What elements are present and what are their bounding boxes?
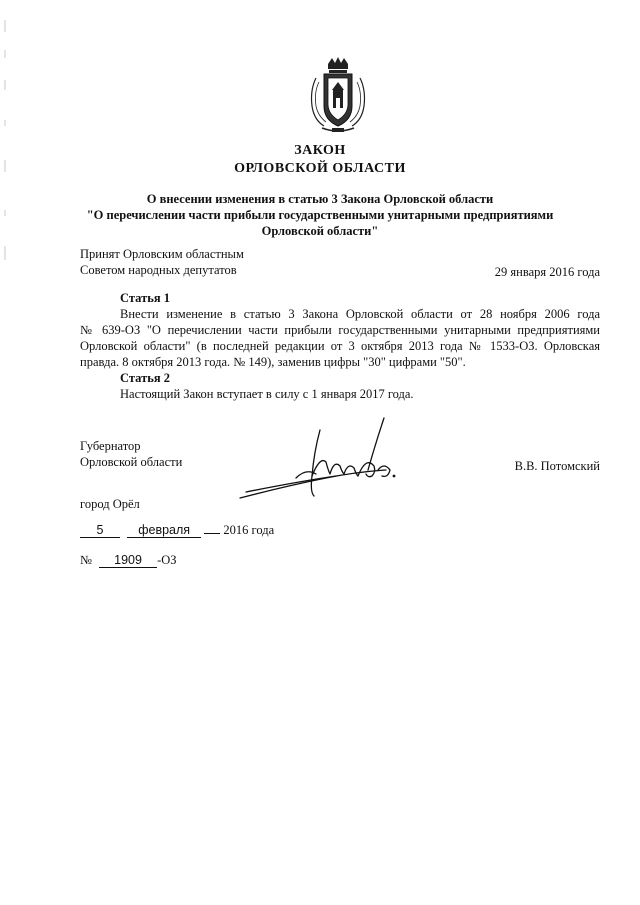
article-1-line-3: Орловской области" (в последней редакции от 3 октября 2013 года № 1533-ОЗ. Орловская [80, 339, 600, 353]
law-number-suffix: -ОЗ [157, 553, 177, 567]
law-subject-line-2: "О перечислении части прибыли государственными унитарными предприятиями [86, 208, 554, 222]
law-subject-line-1: О внесении изменения в статью 3 Закона Орловской области [146, 192, 494, 206]
signing-year: 2016 года [223, 523, 275, 537]
document-type-title: ЗАКОН [294, 143, 346, 158]
law-number-prefix: № [80, 553, 92, 567]
signing-day: 5 [96, 523, 104, 537]
adoption-body-line-2: Советом народных депутатов [80, 263, 237, 277]
article-1-line-2: № 639-ОЗ "О перечислении части прибыли государственными унитарными предприятиями [80, 323, 600, 337]
adoption-date: 29 января 2016 года [494, 265, 600, 279]
document-issuer-title: ОРЛОВСКОЙ ОБЛАСТИ [234, 161, 406, 176]
signing-month: февраля [138, 523, 191, 537]
article-2-heading: Статья 2 [120, 371, 170, 385]
handwritten-signature-icon [236, 412, 406, 504]
signatory-name: В.В. Потомский [514, 459, 600, 473]
article-1-heading: Статья 1 [120, 291, 170, 305]
article-1-line-4: правда. 8 октября 2013 года. № 149), заменив цифры "30" цифрами "50". [80, 355, 466, 369]
article-1-text [80, 306, 600, 370]
law-subject-line-3: Орловской области" [261, 224, 379, 238]
signing-date [80, 522, 274, 538]
law-number-value: 1909 [114, 553, 142, 567]
article-1-line-1: Внести изменение в статью 3 Закона Орловской области от 28 ноября 2006 года [120, 307, 600, 321]
article-2-text: Настоящий Закон вступает в силу с 1 января 2017 года. [120, 387, 414, 401]
city-of-signing: город Орёл [80, 497, 140, 511]
adoption-body-line-1: Принят Орловским областным [80, 247, 244, 261]
law-number [80, 552, 177, 568]
orel-oblast-coat-of-arms-icon [302, 56, 374, 136]
signatory-role-line-1: Губернатор [80, 439, 141, 453]
signatory-role-line-2: Орловской области [80, 455, 183, 469]
